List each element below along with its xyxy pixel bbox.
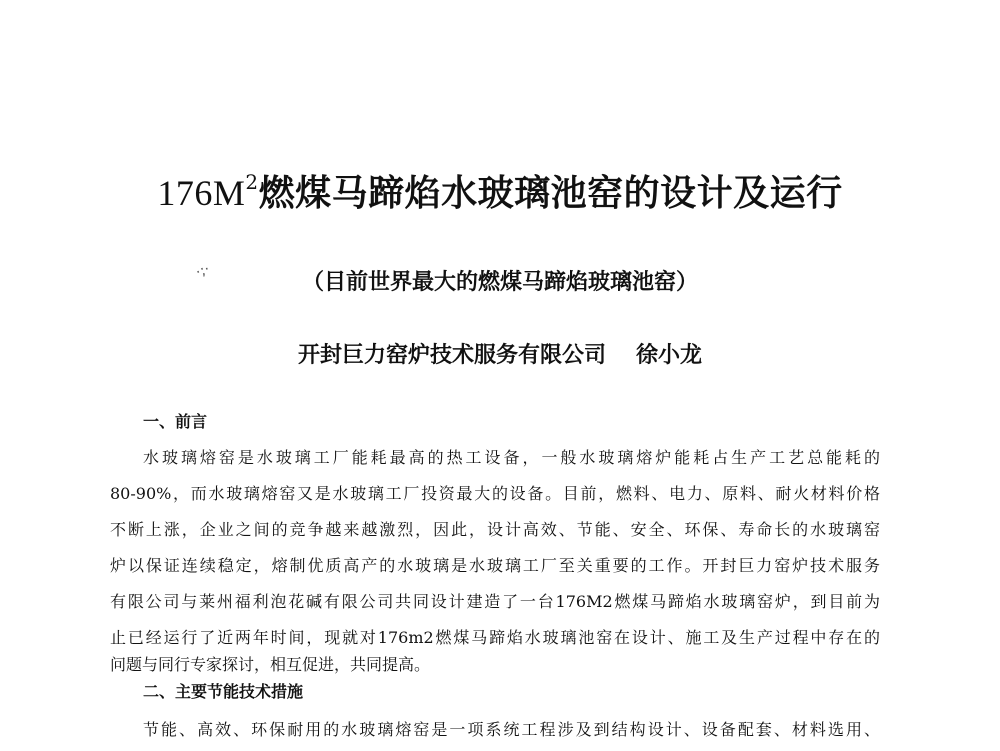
body-line: 问题与同行专家探讨，相互促进，共同提高。 bbox=[110, 655, 431, 674]
title-text: 燃煤马蹄焰水玻璃池窑的设计及运行 bbox=[258, 172, 843, 214]
document-title bbox=[0, 168, 1000, 218]
author-byline bbox=[0, 338, 1000, 374]
company-name: 开封巨力窑炉技术服务有限公司 bbox=[297, 343, 606, 368]
section-heading-preface: 一、前言 bbox=[143, 412, 208, 431]
title-number: 176M bbox=[157, 173, 246, 213]
body-line: 不断上涨，企业之间的竞争越来越激烈，因此，设计高效、节能、安全、环保、寿命长的水玻璃窑 bbox=[110, 520, 880, 539]
scan-speck: ·;· bbox=[193, 261, 212, 281]
body-line: 炉以保证连续稳定，熔制优质高产的水玻璃是水玻璃工厂至关重要的工作。开封巨力窑炉技术服务 bbox=[110, 556, 880, 575]
body-line: 有限公司与莱州福利泡花碱有限公司共同设计建造了一台176M2燃煤马蹄焰水玻璃窑炉，到目前为 bbox=[110, 592, 880, 611]
title-superscript: 2 bbox=[245, 170, 259, 194]
body-line: 止已经运行了近两年时间，现就对176m2燃煤马蹄焰水玻璃池窑在设计、施工及生产过程中存在的 bbox=[110, 628, 880, 647]
section-heading-energy-measures: 二、主要节能技术措施 bbox=[143, 682, 304, 701]
body-line: 水玻璃熔窑是水玻璃工厂能耗最高的热工设备，一般水玻璃熔炉能耗占生产工艺总能耗的 bbox=[143, 448, 880, 467]
author-name: 徐小龙 bbox=[636, 343, 703, 368]
body-line: 80-90%，而水玻璃熔窑又是水玻璃工厂投资最大的设备。目前，燃料、电力、原料、耐火材料价格 bbox=[110, 484, 880, 503]
body-line: 节能、高效、环保耐用的水玻璃熔窑是一项系统工程涉及到结构设计、设备配套、材料选用、 bbox=[143, 720, 880, 739]
document-subtitle: （目前世界最大的燃煤马蹄焰玻璃池窑） bbox=[301, 270, 698, 295]
